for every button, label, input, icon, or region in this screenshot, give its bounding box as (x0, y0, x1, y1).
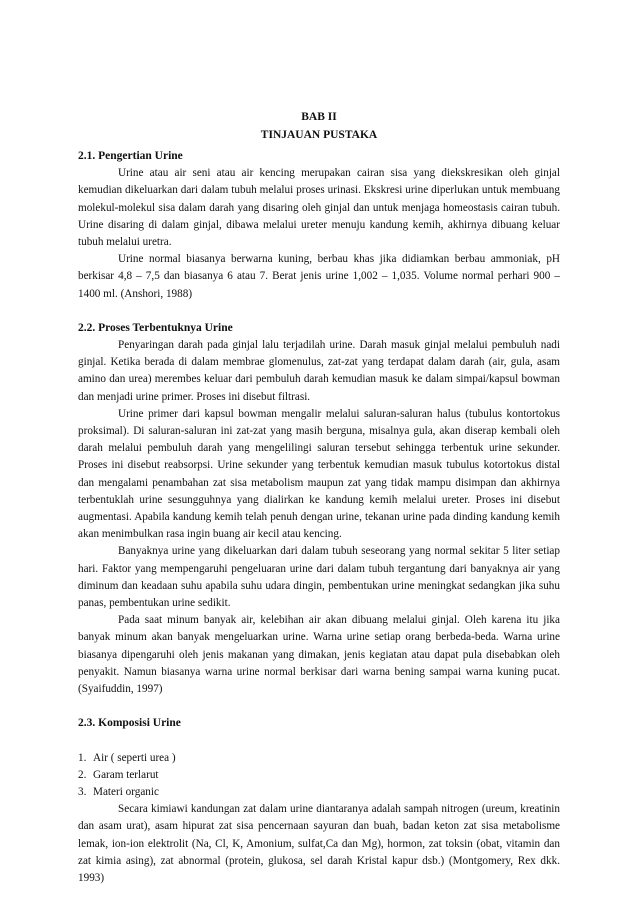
paragraph: Urine normal biasanya berwarna kuning, berbau khas jika didiamkan berbau ammoniak, pH berkisar 4,8 – 7,5 dan biasanya 6 atau 7. Berat jenis urine 1,002 – 1,035. Volume normal perhari 900 – 1400 ml. (Anshori, 1988) (78, 253, 560, 300)
paragraph: Banyaknya urine yang dikeluarkan dari dalam tubuh seseorang yang normal sekitar 5 liter setiap hari. Faktor yang mempengaruhi pengeluaran urine dari dalam tubuh tergantung dari banyaknya air yang diminum dan keadaan suhu apabila suhu udara dingin, pembentukan urine meningkat sedangkan jika suhu panas, pembentukan urine sedikit. (78, 545, 560, 610)
list-item-text: Materi organic (93, 785, 159, 798)
section-heading-proses: 2.2. Proses Terbentuknya Urine (78, 321, 233, 334)
list-item-text: Air ( seperti urea ) (93, 751, 176, 764)
section-spacer (78, 733, 560, 750)
list-number: 1. (78, 751, 87, 764)
paragraph: Urine primer dari kapsul bowman mengalir melalui saluran-saluran halus (tubulus kontortokus proksimal). Di saluran-saluran ini zat-zat yang masih berguna, misalnya gula, akan diserap kembali oleh darah melalui pembuluh darah yang mengelilingi saluran tersebut sehingga terbentuk urine sekunder. Proses ini disebut reabsorpsi. Urine sekunder yang terbentuk kemudian masuk tubulus kotortokus distal dan mengalami penambahan zat sisa metabolism maupun zat yang tidak mampu disimpan dan akhirnya terbentuklah urine sesungguhnya yang dialirkan ke kandung kemih melalui ureter. Proses ini disebut augmentasi. Apabila kandung kemih telah penuh dengan urine, tekanan urine pada dinding kandung kemih akan menimbulkan rasa ingin buang air kecil atau kencing. (78, 407, 560, 541)
list-item (78, 784, 560, 801)
list-number: 3. (78, 785, 87, 798)
list-item (78, 750, 560, 767)
paragraph: Urine atau air seni atau air kencing merupakan cairan sisa yang diekskresikan oleh ginjal kemudian dikeluarkan dari dalam tubuh melalui proses urinasi. Ekskresi urine diperlukan untuk membuang molekul-molekul sisa dalam darah yang disaring oleh ginjal dan untuk menjaga homeostasis cairan tubuh. Urine disaring di dalam ginjal, dibawa melalui ureter menuju kandung kemih, akhirnya dibuang keluar tubuh melalui uretra. (78, 167, 560, 249)
list-item (78, 767, 560, 784)
paragraph: Penyaringan darah pada ginjal lalu terjadilah urine. Darah masuk ginjal melalui pembuluh nadi ginjal. Ketika berada di dalam membrae glomenulus, zat-zat yang terdapat dalam darah (air, gula, asam amino dan urea) merembes keluar dari pembuluh darah kemudian masuk ke dalam simpai/kapsul bowman dan menjadi urine primer. Proses ini disebut filtrasi. (78, 339, 560, 403)
chapter-title: TINJAUAN PUSTAKA (260, 129, 378, 141)
chapter-number: BAB II (301, 111, 337, 123)
section-heading-pengertian: 2.1. Pengertian Urine (78, 150, 183, 162)
list-number: 2. (78, 768, 87, 781)
chapter-header (0, 108, 638, 144)
document-body (78, 148, 560, 887)
paragraph: Secara kimiawi kandungan zat dalam urine diantaranya adalah sampah nitrogen (ureum, kreatinin dan asam urat), asam hipurat zat sisa pencernaan sayuran dan buah, badan keton zat sisa metabolisme lemak, ion-ion elektrolit (Na, Cl, K, Amonium, sulfat,Ca dan Mg), hormon, zat toksin (obat, vitamin dan zat kimia asing), zat abnormal (protein, glukosa, sel darah Kristal kapur dsb.) (Montgomery, Rex dkk. 1993) (78, 803, 560, 884)
section-spacer (78, 698, 560, 715)
section-spacer (78, 303, 560, 320)
section-heading-komposisi: 2.3. Komposisi Urine (78, 717, 181, 730)
list-item-text: Garam terlarut (93, 768, 159, 781)
composition-list (78, 750, 560, 802)
paragraph: Pada saat minum banyak air, kelebihan air akan dibuang melalui ginjal. Oleh karena itu jika banyak minum akan banyak mengeluarkan urine. Warna urine setiap orang berbeda-beda. Warna urine biasanya dipengaruhi oleh jenis makanan yang dimakan, jenis kegiatan atau dapat pula disebabkan oleh penyakit. Namun biasanya warna urine normal berkisar dari warna bening sampai warna kuning pucat.(Syaifuddin, 1997) (78, 614, 560, 696)
